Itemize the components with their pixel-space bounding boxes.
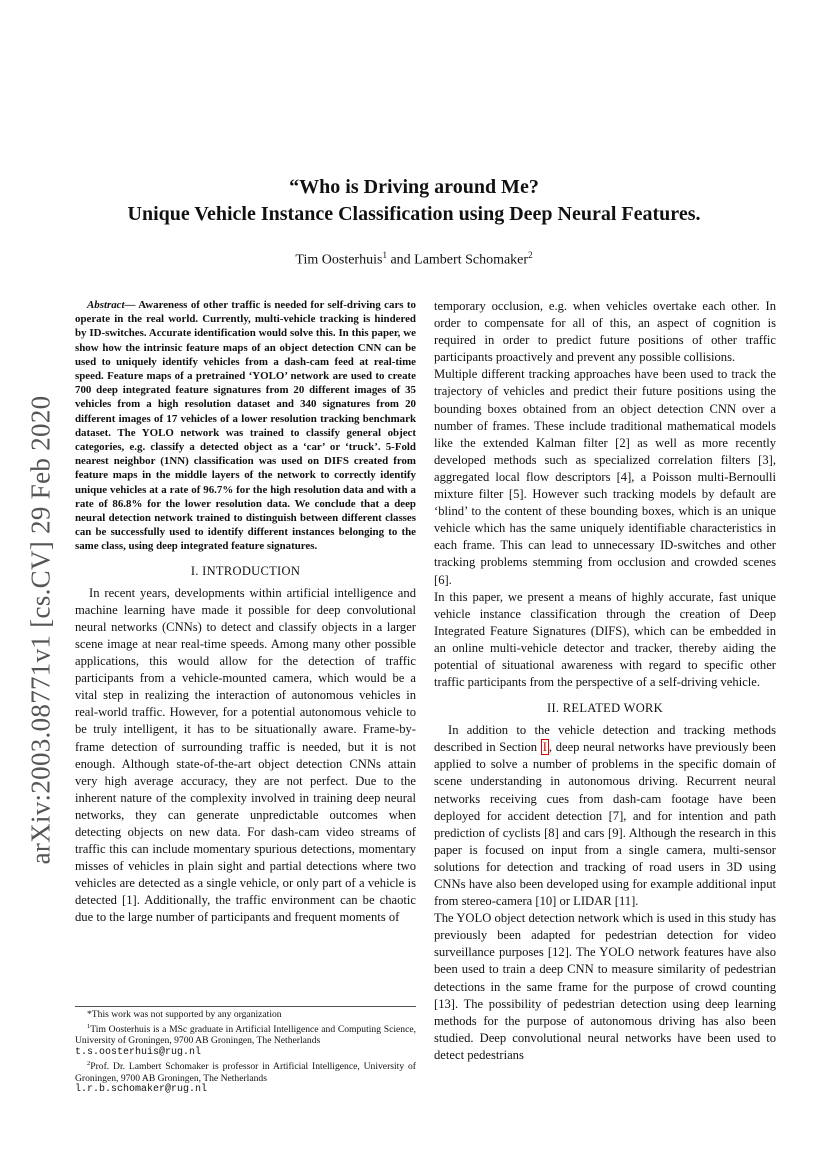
left-column [75, 298, 416, 927]
author-conjunction: and [390, 252, 411, 268]
paper-title [0, 174, 828, 228]
author-line [0, 250, 828, 269]
footnote-mark: 1 [87, 1022, 91, 1030]
footnote: *This work was not supported by any organization [87, 1009, 282, 1020]
abstract [75, 298, 416, 554]
arxiv-stamp: arXiv:2003.08771v1 [cs.CV] 29 Feb 2020 [25, 395, 56, 865]
footnote-mark: 2 [87, 1060, 91, 1068]
intro-paragraph: In recent years, developments within artificial intelligence and machine learning have made it possible for deep convolutional neural networks (CNNs) to detect and classify objects in a larger scene image at near real-time speeds. Among many other possible applications, this would allow for the detection of traffic participants from a vehicle-mounted camera, which would be a vital step in realizing the interaction of autonomous vehicles in real-world traffic. However, for a potential autonomous vehicle to be truly intelligent, it has to be situationally aware. Frame-by-frame detection of surrounding traffic is needed, but it is not enough. Although state-of-the-art object detection CNNs attain very high average accuracy, they are not perfect. Due to the inherent nature of the complexity involved in training deep neural networks, they can generate unpredictable outcomes when detecting objects on new data. For dash-cam video streams of traffic this can include momentary spurious detections, momentary misses of vehicles in plain sight and partial detections where two vehicles are detected as a single vehicle, or only part of a vehicle is detected [1]. Additionally, the traffic environment can be chaotic due to the large number of participants and frequent moments of [75, 585, 416, 925]
author-affiliation-mark: 1 [382, 250, 387, 260]
footnote-email-link[interactable]: l.r.b.schomaker@rug.nl [75, 1084, 208, 1096]
right-column [434, 298, 776, 1064]
author-affiliation-mark: 2 [528, 250, 533, 260]
abstract-lead: Abstract [87, 299, 125, 311]
related-paragraph [434, 722, 776, 910]
footnote-email-link[interactable]: t.s.oosterhuis@rug.nl [75, 1046, 202, 1058]
section-reference-link[interactable]: I [542, 740, 547, 755]
footnote [75, 1058, 416, 1096]
author-name: Tim Oosterhuis [295, 252, 383, 268]
intro-paragraph: Multiple different tracking approaches have been used to track the trajectory of vehicles and predict their future positions using the bounding boxes obtained from an object detection CNN over a number of frames. These include traditional mathematical models like the extended Kalman filter [2] as well as more recently developed methods such as specialized correlation filters [3], aggregated local flow descriptors [4], a Poisson multi-Bernoulli mixture filter [5]. However such tracking models by default are ‘blind’ to the content of these bounding boxes, which is an unique vehicle which has the same uniquely identifiable characteristics in each frame. This can lead to unnecessary ID-switches and other tracking problems stemming from occlusion and crowded scenes [6]. [434, 367, 776, 587]
footnotes [75, 1006, 416, 1096]
intro-paragraph: In this paper, we present a means of highly accurate, fast unique vehicle instance classification through the creation of Deep Integrated Feature Signatures (DIFS), which can be embedded in an online multi-vehicle detector and tracker, thereby aiding the potential of situational awareness with regard to specific other traffic participants from the perspective of a self-driving vehicle. [434, 589, 776, 690]
section-heading-introduction: I. INTRODUCTION [190, 563, 301, 578]
title-line-1: “Who is Driving around Me? [289, 176, 539, 198]
abstract-text: Awareness of other traffic is needed for self-driving cars to operate in the real world. Currently, multi-vehicle tracking is hindered by ID-switches. Accurate identification would solve this. In this paper, we show how the intrinsic feature maps of an object detection CNN can be used to uniquely identify vehicles from a dash-cam feed at real-time speed. Feature maps of a pretrained ‘YOLO’ network are used to create 700 deep integrated feature signatures from 20 different images of 35 vehicles from a high resolution dataset and 340 signatures from 20 different images of 17 vehicles of a lower resolution tracking benchmark dataset. The YOLO network was trained to classify general object categories, e.g. classify a detected object as a ‘car’ or ‘truck’. 5-Fold nearest neighbor (1NN) classification was used on DIFS created from feature maps in the middle layers of the network to correctly identify unique vehicles at a rate of 96.7% for the high resolution data and with a rate of 86.8% for the lower resolution data. We conclude that a deep neural detection network trained to distinguish between different classes can be successfully used to identify different instances belonging to the same class, using deep integrated feature signatures. [75, 299, 416, 553]
footnote-text: Tim Oosterhuis is a MSc graduate in Artificial Intelligence and Computing Science, University of Groningen, 9700 AB Groningen, The Netherlands [75, 1023, 416, 1047]
title-line-2: Unique Vehicle Instance Classification using Deep Neural Features. [127, 203, 701, 225]
section-heading-related-work: II. RELATED WORK [546, 701, 663, 716]
footnote [75, 1021, 416, 1059]
footnote-text: Prof. Dr. Lambert Schomaker is professor in Artificial Intelligence, University of Groningen, 9700 AB Groningen, The Netherlands [75, 1061, 416, 1084]
abstract-dash: — [124, 299, 139, 311]
intro-paragraph-continued: temporary occlusion, e.g. when vehicles overtake each other. In order to compensate for all of this, an aspect of cognition is required in order to predict future positions of other traffic participants proactively and prevent any possible collisions. [434, 299, 776, 365]
related-text: , deep neural networks have previously been applied to solve a number of problems in the specific domain of scene understanding in autonomous driving. Recurrent neural networks receiving cues from dash-cam footage have been deployed for accident detection [7], and for intention and path prediction of cyclists [8] and cars [9]. Although the research in this paper is focused on input from a single camera, multi-sensor solutions for detection and tracking of road users in 3D using CNNs have also been developed using for example additional input from stereo-camera [10] or LIDAR [11]. [434, 740, 776, 909]
related-text: In addition to the vehicle detection and tracking methods described in Section [434, 723, 776, 755]
related-paragraph: The YOLO object detection network which is used in this study has previously been adapted for pedestrian detection for video surveillance purposes [12]. The YOLO network features have also been used to train a deep CNN to measure similarity of pedestrian detections in the same frame for the purpose of crowd counting [13]. The possibility of pedestrian detection using deep learning methods for the purpose of autonomous driving has also been studied. Deep convolutional neural networks have been used to detect pedestrians [434, 911, 776, 1062]
author-name: Lambert Schomaker [414, 252, 529, 268]
